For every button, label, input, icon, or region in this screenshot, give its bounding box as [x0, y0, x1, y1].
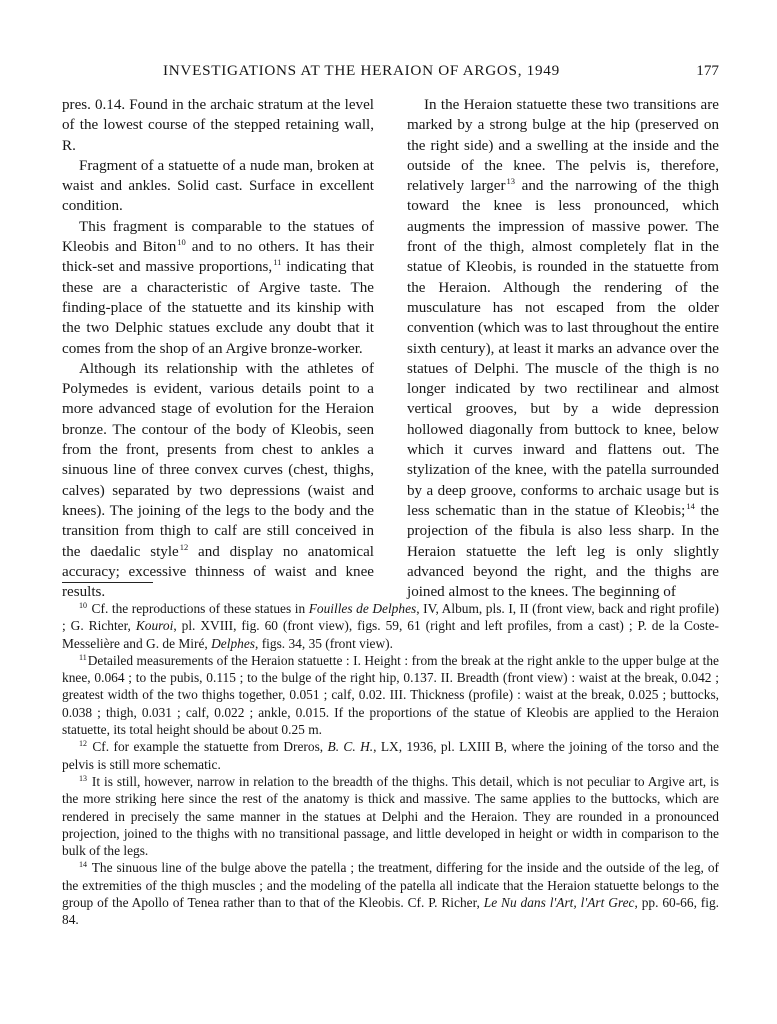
paragraph: This fragment is comparable to the statues of Kleobis and Biton$^{10}$ and to no others. It has their thick-set and massive proportions,$^{11}$ indicating that these are a characteristic of Argive taste. The finding-place of the statuette and its kinship with the two Delphic statues exclude any doubt that it comes from the shop of an Argive bronze-worker.	[62, 218, 375, 357]
footnote-separator	[62, 582, 153, 583]
paragraph: pres. 0.14. Found in the archaic stratum at the level of the lowest course of the stepped retaining wall, R.	[62, 97, 374, 154]
paragraph: Fragment of a statuette of a nude man, broken at waist and ankles. Solid cast. Surface in excellent condition.	[62, 157, 374, 215]
left-column	[62, 95, 374, 602]
paragraph: In the Heraion statuette these two transitions are marked by a strong bulge at the hip (preserved on the right side) and a swelling at the inside and the outside of the knee. The pelvis is, therefore, relatively larger$^{13}$ and the narrowing of the thigh toward the knee is less pronounced, which augments the impression of massive power. The front of the thigh, almost completely flat in the statue of Kleobis, is rounded in the statuette from the Heraion. Although the rendering of the musculature has not escaped from the older convention (which was to last throughout the entire sixth century), at least it marks an advance over the statues of Delphi. The muscle of the thigh is no longer indicated by two rectilinear and almost vertical grooves, but by a wide depression hollowed diagonally from buttock to knee, below which it curves inward and flattens out. The stylization of the knee, with the patella surrounded by a deep groove, conforms to archaic usage but is less schematic than in the statue of Kleobis;$^{14}$ the projection of the fibula is also less sharp. In the Heraion statuette the left leg is only slightly advanced beyond the right, and the thighs are joined almost to the knees. The beginning of	[407, 97, 720, 601]
footnote-number: 10	[79, 601, 87, 610]
page-number: 177	[696, 62, 719, 79]
footnote-ref[interactable]: 12	[179, 541, 189, 552]
footnote: $^{12}$ Cf. for example the statuette from Dreros, B. C. H., LX, 1936, pl. LXIII B, where the joining of the torso and the pelvis is still more schematic.	[62, 739, 719, 772]
footnote-number: 12	[79, 739, 87, 749]
footnote-number: 14	[79, 860, 87, 870]
running-title: INVESTIGATIONS AT THE HERAION OF ARGOS, 1949	[163, 62, 560, 79]
footnote-ref[interactable]: 10	[177, 237, 186, 248]
footnote-ref[interactable]: 13	[506, 176, 516, 187]
footnote: $^{14}$ The sinuous line of the bulge above the patella ; the treatment, differing for the inside and the outside of the leg, of the extremities of the thigh muscles ; and the modeling of the patella all indicate that the Heraion statuette belongs to the group of the Apollo of Tenea rather than to that of the Kleobis. Cf. P. Richer, Le Nu dans l'Art, l'Art Grec, pp. 60-66, fig. 84.	[62, 860, 720, 928]
footnote-ref[interactable]: 14	[686, 500, 695, 511]
footnote: $^{11}$Detailed measurements of the Heraion statuette : I. Height : from the break at the right ankle to the upper bulge at the knee, 0.064 ; to the pubis, 0.115 ; to the bulge of the right hip, 0.137. II. Breadth (front view) : waist at the break, 0.042 ; greatest width of the two thighs together, 0.051 ; calf, 0.02. III. Thickness (profile) : waist at the break, 0.025 ; buttocks, 0.038 ; thigh, 0.031 ; calf, 0.022 ; ankle, 0.015. If the proportions of the statue of Kleobis are applied to the Heraion statuette, its total height should be about 0.25 m.	[62, 652, 719, 738]
paragraph: Although its relationship with the athletes of Polymedes is evident, various details point to a more advanced stage of evolution for the Heraion bronze. The contour of the body of Kleobis, seen from the front, presents from chest to ankles a sinuous line of three convex curves (chest, thighs, calves) separated by two depressions (waist and knees). The joining of the legs to the body and the transition from thigh to calf are still conceived in the daedalic style$^{12}$ and display no anatomical accuracy; excessive thinness of waist and knee results.	[62, 360, 374, 601]
right-column	[407, 95, 719, 602]
running-header	[62, 59, 719, 83]
footnotes	[62, 600, 719, 929]
footnote-number: 13	[79, 773, 87, 783]
footnote: $^{13}$ It is still, however, narrow in relation to the breadth of the thighs. This detail, which is not peculiar to Argive art, is the more striking here since the rest of the anatomy is thick and massive. The same applies to the buttocks, which are rendered in precisely the same manner in the statues at Delphi and the Heraion. They are rounded in a pronounced projection, joined to the thighs with no transitional passage, and little developed in height or width in comparison to the bulk of the legs.	[62, 773, 719, 859]
footnote-number: 11	[79, 652, 87, 662]
footnote-ref[interactable]: 11	[273, 257, 282, 268]
footnote: $^{10}$ Cf. the reproductions of these statues in Fouilles de Delphes, IV, Album, pls. I, II (front view, back and right profile) ; G. Richter, Kouroi, pl. XVIII, fig. 60 (front view), figs. 59, 61 (right and left profiles, from a cast) ; P. de la Coste-Messelière and G. de Miré, Delphes, figs. 34, 35 (front view).	[62, 601, 719, 651]
